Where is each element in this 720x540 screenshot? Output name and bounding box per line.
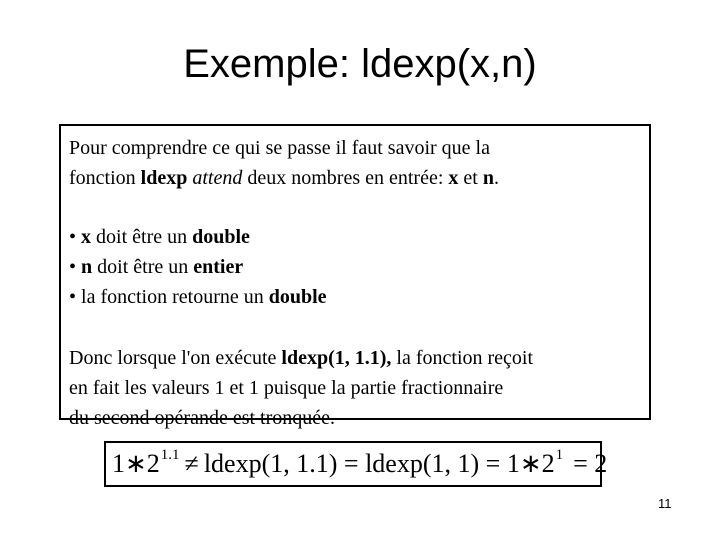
page-number: 11 — [658, 496, 672, 511]
bullet-text: la fonction retourne un — [81, 286, 269, 308]
intro-line-2 — [69, 163, 641, 193]
formula-term: ldexp(1, 1.1) = ldexp(1, 1) = 1∗2 — [203, 449, 555, 478]
conclusion-text: la fonction reçoit — [391, 347, 534, 369]
param-n: n — [482, 167, 494, 189]
bullet-type: double — [192, 226, 250, 248]
emphasis-attend: attend — [187, 167, 243, 189]
bullet-type: double — [268, 286, 327, 308]
conclusion-text: Donc lorsque l'on exécute — [69, 347, 282, 369]
intro-text: deux nombres en entrée: — [242, 167, 449, 189]
explanation-box — [59, 124, 651, 429]
conclusion-line-2: en fait les valeurs 1 et 1 puisque la partie fractionnaire — [69, 377, 504, 399]
bullet-text: doit être un — [92, 256, 194, 278]
intro-text: fonction — [69, 167, 141, 189]
formula-term: 1∗2 — [112, 449, 160, 478]
function-name: ldexp — [140, 167, 188, 189]
bullet-var: n — [81, 256, 93, 278]
formula-exponent: 1.1 — [160, 447, 180, 463]
bullet-text: doit être un — [91, 226, 193, 248]
not-equal-symbol: ≠ — [184, 449, 199, 478]
intro-text: et — [458, 167, 483, 189]
intro-line-1: Pour comprendre ce qui se passe il faut savoir que la — [69, 137, 490, 159]
bullet-var: x — [81, 226, 92, 248]
bullet-item — [69, 252, 641, 282]
intro-text: . — [493, 167, 499, 189]
function-call: ldexp(1, 1.1), — [281, 347, 392, 369]
formula-box — [104, 441, 608, 487]
slide-title: Exemple: ldexp(x,n) — [183, 42, 537, 86]
formula-result: = 2 — [573, 449, 608, 478]
bullet-marker: • — [69, 256, 77, 278]
conclusion-line-3: du second opérande est tronquée. — [69, 407, 336, 429]
bullet-item — [69, 222, 641, 252]
bullet-type: entier — [193, 256, 244, 278]
conclusion-line-1 — [69, 343, 641, 373]
formula-exponent: 1 — [555, 447, 564, 463]
bullet-marker: • — [69, 226, 77, 248]
bullet-item — [69, 282, 641, 312]
param-x: x — [448, 167, 459, 189]
bullet-marker: • — [69, 286, 77, 308]
